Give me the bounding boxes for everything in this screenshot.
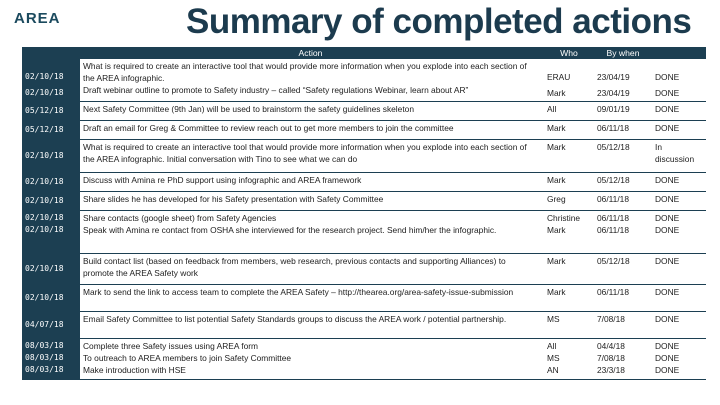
- row-status: [652, 59, 706, 101]
- row-action-text: Complete three Safety issues using AREA form: [83, 341, 259, 351]
- row-by-when-text: 06/11/18: [597, 123, 629, 133]
- row-who-text: All: [547, 104, 557, 114]
- row-who-text: Greg: [547, 194, 566, 204]
- row-status-text: DONE: [655, 225, 680, 235]
- row-status-text: DONE: [655, 123, 680, 133]
- row-status: [652, 192, 706, 210]
- row-date: [22, 121, 80, 139]
- row-status-text: DONE: [655, 314, 680, 324]
- row-status: [652, 285, 706, 311]
- row-action: [80, 312, 544, 338]
- row-by-when-text: 06/11/18: [597, 225, 629, 235]
- row-by-when: [594, 140, 652, 172]
- row-who: [544, 192, 594, 210]
- row-action: [80, 59, 544, 101]
- table-row: [22, 173, 706, 192]
- row-who: [544, 312, 594, 338]
- row-date-text: 02/10/18: [25, 264, 64, 273]
- row-who-text: Mark: [547, 142, 566, 152]
- row-date: [22, 285, 80, 311]
- row-status-text: In discussion: [655, 142, 695, 164]
- row-action: [80, 211, 544, 253]
- row-status-text: DONE: [655, 104, 680, 114]
- row-date-text: 04/07/18: [25, 320, 64, 329]
- row-who-text: Mark: [547, 287, 566, 297]
- row-action-text: To outreach to AREA members to join Safety Committee: [83, 353, 292, 363]
- row-by-when-text: 05/12/18: [597, 142, 630, 152]
- row-who-text: Mark: [547, 88, 566, 98]
- table-row: [22, 121, 706, 140]
- row-status-text: DONE: [655, 175, 680, 185]
- row-by-when-text: 7/08/18: [597, 314, 625, 324]
- row-action: [80, 339, 544, 379]
- row-by-when-text: 04/4/18: [597, 341, 625, 351]
- area-logo: AREA: [14, 10, 61, 27]
- row-by-when: [594, 285, 652, 311]
- row-date-text: 02/10/18: [25, 151, 64, 160]
- row-action: [80, 121, 544, 139]
- row-status: [652, 173, 706, 191]
- row-by-when-text: 05/12/18: [597, 256, 630, 266]
- row-date-text: 05/12/18: [25, 125, 64, 134]
- row-action: [80, 173, 544, 191]
- row-date-text: 02/10/18: [25, 177, 64, 186]
- row-date: [22, 192, 80, 210]
- row-status: [652, 254, 706, 284]
- header-status: [652, 47, 706, 59]
- table-row: [22, 211, 706, 254]
- row-by-when-text: 05/12/18: [597, 175, 630, 185]
- row-by-when: [594, 173, 652, 191]
- table-row: [22, 254, 706, 285]
- row-action-text: Draft webinar outline to promote to Safety industry – called “Safety regulations Webinar, learn about AR”: [83, 85, 469, 95]
- row-by-when-text: 09/01/19: [597, 104, 630, 114]
- row-by-when-text: 7/08/18: [597, 353, 625, 363]
- row-date-text: 05/12/18: [25, 106, 64, 115]
- row-by-when: [594, 211, 652, 253]
- row-who: [544, 121, 594, 139]
- row-who-text: Mark: [547, 225, 566, 235]
- row-date-text: 02/10/18: [25, 88, 64, 97]
- row-status-text: DONE: [655, 194, 680, 204]
- table-body: [22, 59, 706, 380]
- row-who-text: MS: [547, 314, 560, 324]
- row-date-text: 02/10/18: [25, 72, 64, 81]
- row-action-text: What is required to create an interactive tool that would provide more information when you explode into each section of the AREA infographic.: [83, 61, 527, 83]
- row-who: [544, 254, 594, 284]
- row-who-text: MS: [547, 353, 560, 363]
- row-status-text: DONE: [655, 88, 680, 98]
- row-who: [544, 59, 594, 101]
- row-who-text: AN: [547, 365, 559, 375]
- row-who: [544, 173, 594, 191]
- row-status-text: DONE: [655, 213, 680, 223]
- row-action: [80, 140, 544, 172]
- row-action: [80, 102, 544, 120]
- row-action-text: Mark to send the link to access team to complete the AREA Safety – http://thearea.org/area-safety-issue-submission: [83, 287, 514, 297]
- row-action-text: Draft an email for Greg & Committee to review reach out to get more members to join the committee: [83, 123, 454, 133]
- row-by-when: [594, 254, 652, 284]
- row-date-text: 02/10/18: [25, 225, 64, 234]
- table-row: [22, 140, 706, 173]
- row-date: [22, 173, 80, 191]
- row-who-text: Mark: [547, 175, 566, 185]
- row-who-text: Mark: [547, 123, 566, 133]
- row-who: [544, 102, 594, 120]
- actions-table: [22, 47, 706, 380]
- row-by-when: [594, 59, 652, 101]
- row-status: [652, 121, 706, 139]
- row-who-text: Christine: [547, 213, 581, 223]
- row-date: [22, 312, 80, 338]
- row-by-when-text: 23/04/19: [597, 72, 630, 82]
- row-date: [22, 102, 80, 120]
- row-action-text: Make introduction with HSE: [83, 365, 186, 375]
- row-by-when-text: 23/04/19: [597, 88, 630, 98]
- row-who-text: Mark: [547, 256, 566, 266]
- row-action-text: Speak with Amina re contact from OSHA she interviewed for the research project. Send him/her the infographic.: [83, 225, 497, 235]
- table-row: [22, 192, 706, 211]
- row-status-text: DONE: [655, 341, 680, 351]
- row-status: [652, 211, 706, 253]
- row-action-text: Discuss with Amina re PhD support using infographic and AREA framework: [83, 175, 362, 185]
- row-by-when-text: 06/11/18: [597, 213, 629, 223]
- row-who: [544, 285, 594, 311]
- row-by-when: [594, 192, 652, 210]
- row-action: [80, 192, 544, 210]
- table-row: [22, 312, 706, 339]
- row-date-text: 02/10/18: [25, 213, 64, 222]
- row-who-text: All: [547, 341, 557, 351]
- table-row: [22, 59, 706, 102]
- table-header: [22, 47, 706, 59]
- row-who: [544, 140, 594, 172]
- row-action-text: Share slides he has developed for his Safety presentation with Safety Committee: [83, 194, 384, 204]
- row-by-when: [594, 339, 652, 379]
- row-status: [652, 312, 706, 338]
- row-date: [22, 59, 80, 101]
- row-status-text: DONE: [655, 353, 680, 363]
- header-by-when: By when: [606, 48, 640, 58]
- row-date-text: 08/03/18: [25, 365, 64, 374]
- row-action-text: Share contacts (google sheet) from Safety Agencies: [83, 213, 277, 223]
- row-date-text: 08/03/18: [25, 353, 64, 362]
- row-action-text: Next Safety Committee (9th Jan) will be used to brainstorm the safety guidelines skeleton: [83, 104, 414, 114]
- row-status-text: DONE: [655, 72, 680, 82]
- row-status: [652, 140, 706, 172]
- row-date: [22, 254, 80, 284]
- page-title: Summary of completed actions: [186, 2, 692, 41]
- row-date-text: 02/10/18: [25, 196, 64, 205]
- row-date: [22, 339, 80, 379]
- header-action: Action: [298, 48, 323, 58]
- row-date: [22, 211, 80, 253]
- row-action-text: Build contact list (based on feedback from members, web research, previous contacts and supporting Alliances) to promote the AREA Safety work: [83, 256, 506, 278]
- table-row: [22, 285, 706, 312]
- row-status-text: DONE: [655, 256, 680, 266]
- row-by-when-text: 06/11/18: [597, 194, 629, 204]
- row-by-when: [594, 102, 652, 120]
- row-action-text: What is required to create an interactive tool that would provide more information when you explode into each section of the AREA infographic. Initial conversation with Tino to see what we can do: [83, 142, 527, 164]
- row-date-text: 02/10/18: [25, 293, 64, 302]
- row-by-when: [594, 312, 652, 338]
- row-action-text: Email Safety Committee to list potential Safety Standards groups to discuss the AREA work / potential partnership.: [83, 314, 507, 324]
- row-status-text: DONE: [655, 287, 680, 297]
- header-date: [22, 47, 80, 59]
- row-status: [652, 339, 706, 379]
- table-row: [22, 102, 706, 121]
- row-by-when-text: 06/11/18: [597, 287, 629, 297]
- header-who: Who: [560, 48, 578, 58]
- row-status: [652, 102, 706, 120]
- row-date: [22, 140, 80, 172]
- row-who: [544, 339, 594, 379]
- row-status-text: DONE: [655, 365, 680, 375]
- row-who: [544, 211, 594, 253]
- row-by-when: [594, 121, 652, 139]
- row-by-when-text: 23/3/18: [597, 365, 625, 375]
- row-who-text: ERAU: [547, 72, 571, 82]
- row-action: [80, 254, 544, 284]
- row-action: [80, 285, 544, 311]
- row-date-text: 08/03/18: [25, 341, 64, 350]
- table-row: [22, 339, 706, 380]
